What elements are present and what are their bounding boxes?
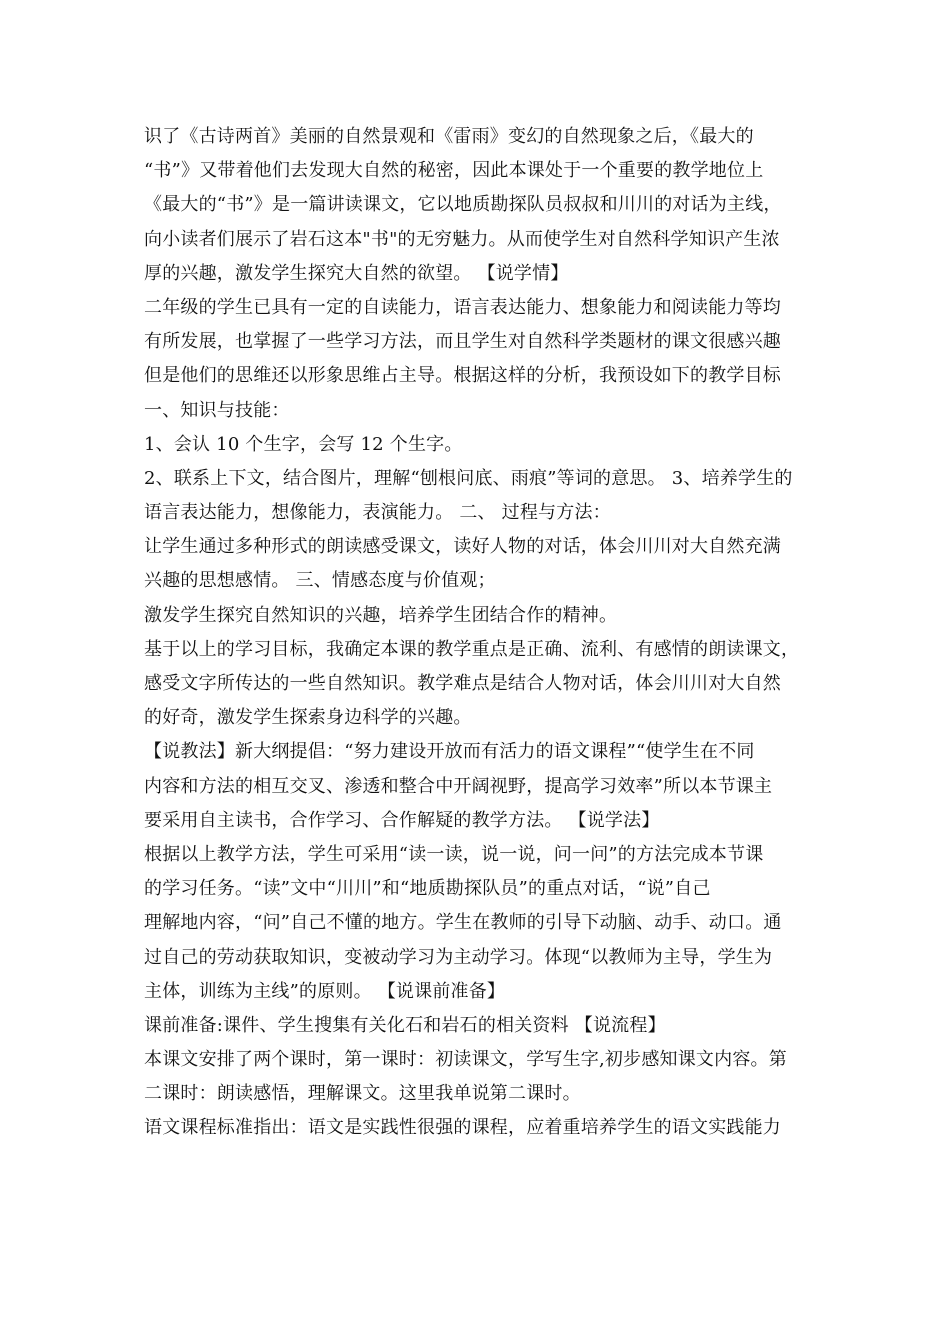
text-line: 主体，训练为主线”的原则。 【说课前准备】 <box>144 980 506 1002</box>
text-line: 过自己的劳动获取知识，变被动学习为主动学习。体现“以教师为主导，学生为 <box>144 946 773 968</box>
text-line: 识了《古诗两首》美丽的自然景观和《雷雨》变幻的自然现象之后，《最大的 <box>144 126 754 147</box>
text-line: 课前准备:课件、学生搜集有关化石和岩石的相关资料 【说流程】 <box>144 1014 666 1036</box>
text-line: 让学生通过多种形式的朗读感受课文，读好人物的对话，体会川川对大自然充满 <box>144 536 781 558</box>
text-line: 向小读者们展示了岩石这本"书"的无穷魅力。从而使学生对自然科学知识产生浓 <box>144 228 780 250</box>
document-body <box>144 120 808 1146</box>
text-line: 理解地内容，“问”自己不懂的地方。学生在教师的引导下动脑、动手、动口。通 <box>144 912 782 934</box>
text-line: 的好奇，激发学生探索身边科学的兴趣。 <box>144 707 472 729</box>
text-line: 厚的兴趣，激发学生探究大自然的欲望。 【说学情】 <box>144 262 569 284</box>
text-line: “书”》又带着他们去发现大自然的秘密，因此本课处于一个重要的教学地位上 <box>144 160 764 182</box>
text-line: 语文课程标准指出：语文是实践性很强的课程，应着重培养学生的语文实践能力 <box>144 1117 781 1139</box>
text-line: 要采用自主读书，合作学习、合作解疑的教学方法。 【说学法】 <box>144 809 660 831</box>
text-line: 但是他们的思维还以形象思维占主导。根据这样的分析，我预设如下的教学目标 <box>144 365 781 387</box>
text-line: 《最大的“书”》是一篇讲读课文，它以地质勘探队员叔叔和川川的对话为主线， <box>144 194 782 216</box>
text-line: 二年级的学生已具有一定的自读能力，语言表达能力、想象能力和阅读能力等均 <box>144 296 781 318</box>
text-line: 根据以上教学方法，学生可采用“读一读，说一说，问一问”的方法完成本节课 <box>144 843 764 865</box>
text-line: 2、联系上下文，结合图片，理解“刨根问底、雨痕”等词的意思。 3、培养学生的 <box>144 467 793 489</box>
text-line: 二课时：朗读感悟，理解课文。这里我单说第二课时。 <box>144 1083 581 1105</box>
section-heading: 一、知识与技能： <box>144 399 290 421</box>
text-line: 1、会认 10 个生字，会写 12 个生字。 <box>144 433 463 455</box>
text-line: 有所发展，也掌握了一些学习方法，而且学生对自然科学类题材的课文很感兴趣 <box>144 331 781 353</box>
text-line: 基于以上的学习目标，我确定本课的教学重点是正确、流利、有感情的朗读课文， <box>144 638 800 660</box>
text-line: 语言表达能力，想像能力，表演能力。 二、 过程与方法： <box>144 502 611 524</box>
text-line: 兴趣的思想感情。 三、情感态度与价值观； <box>144 570 496 592</box>
text-line: 内容和方法的相互交叉、渗透和整合中开阔视野，提高学习效率”所以本节课主 <box>144 775 773 797</box>
text-line: 的学习任务。“读”文中“川川”和“地质勘探队员”的重点对话，“说”自己 <box>144 878 711 900</box>
text-line: 激发学生探究自然知识的兴趣，培养学生团结合作的精神。 <box>144 604 618 626</box>
text-line: 【说教法】新大纲提倡：“努力建设开放而有活力的语文课程”“使学生在不同 <box>144 741 755 763</box>
text-line: 本课文安排了两个课时，第一课时：初读课文，学写生字,初步感知课文内容。第 <box>144 1049 787 1071</box>
text-line: 感受文字所传达的一些自然知识。教学难点是结合人物对话，体会川川对大自然 <box>144 673 781 694</box>
